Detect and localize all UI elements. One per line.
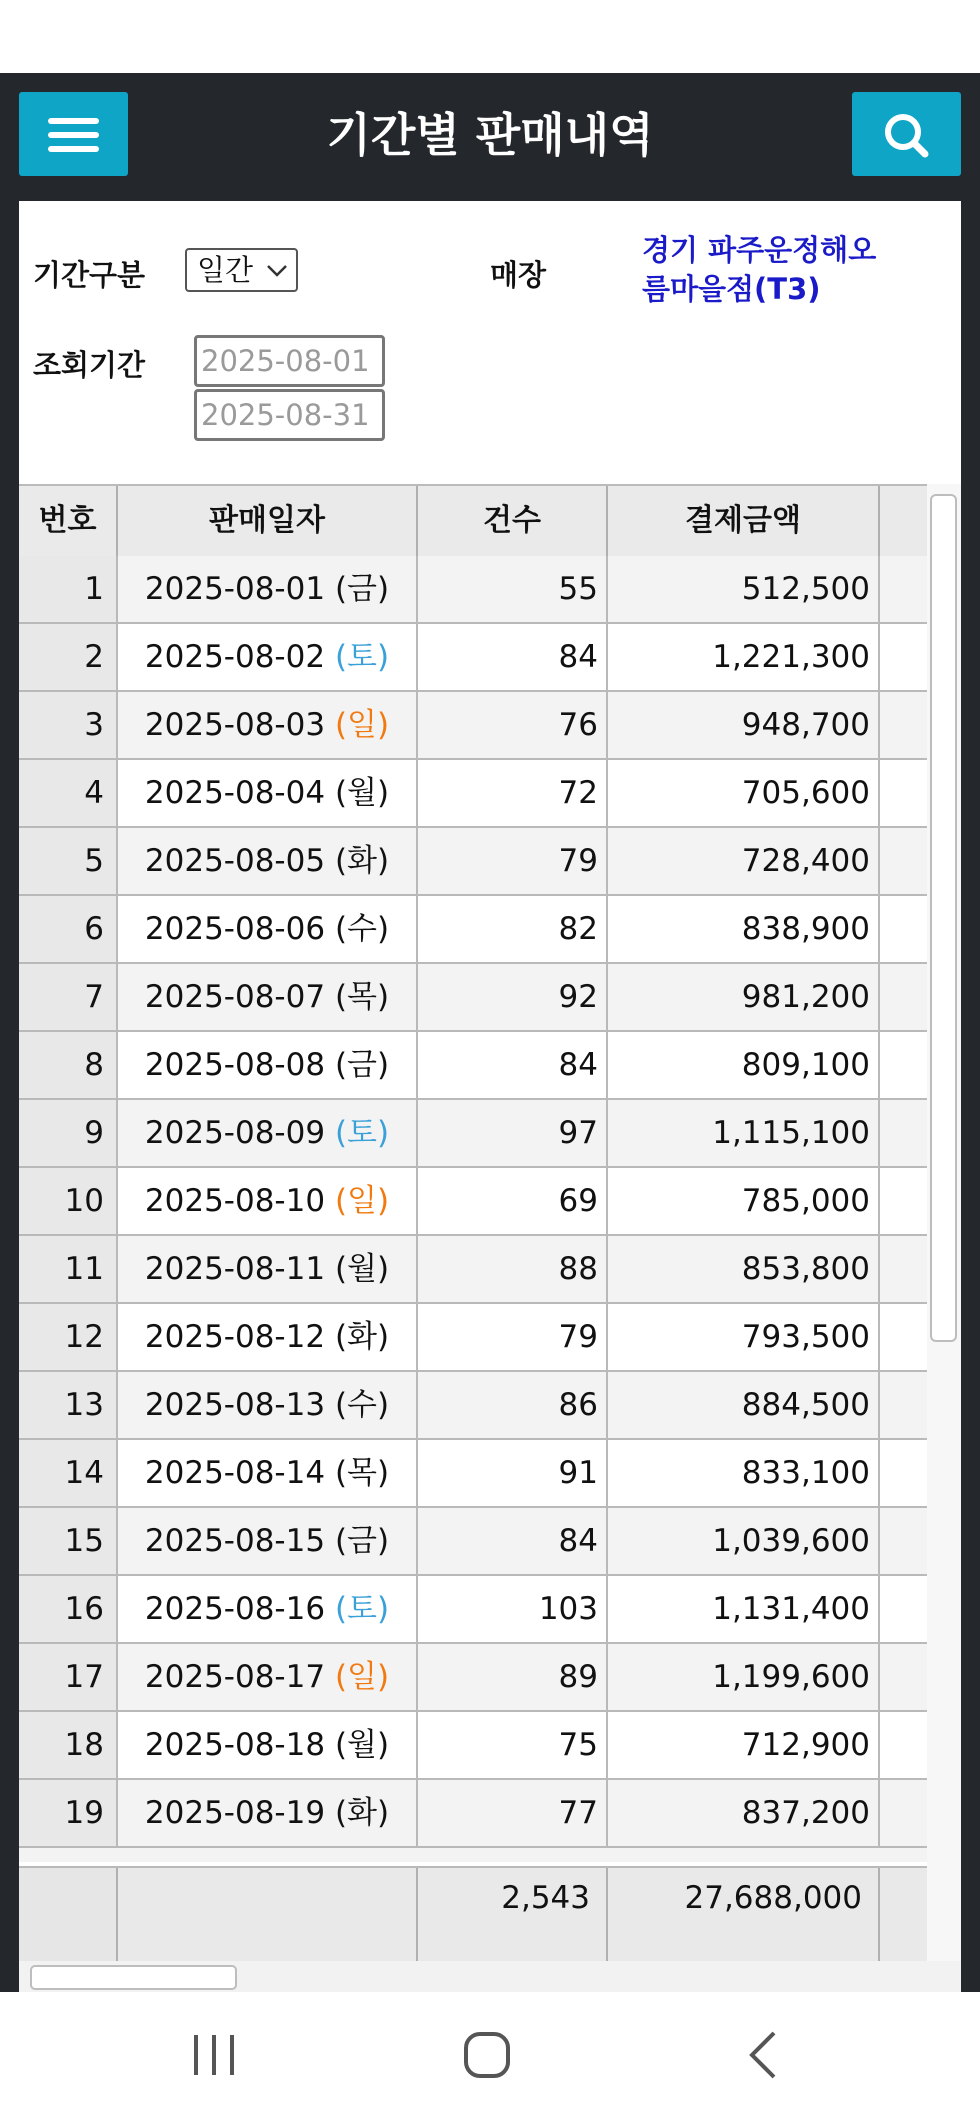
row-date-text: 2025-08-08 — [144, 1047, 326, 1083]
row-extra-cell — [880, 1440, 927, 1506]
row-number: 17 — [19, 1644, 118, 1710]
row-amount: 1,039,600 — [608, 1508, 880, 1574]
row-amount: 728,400 — [608, 828, 880, 894]
row-count: 77 — [418, 1780, 608, 1846]
row-count: 84 — [418, 1032, 608, 1098]
row-amount: 948,700 — [608, 692, 880, 758]
row-weekday: (월) — [334, 1251, 390, 1287]
row-sale-date — [118, 1100, 418, 1166]
table-row[interactable] — [19, 624, 927, 692]
back-icon[interactable] — [744, 2028, 784, 2082]
row-count: 89 — [418, 1644, 608, 1710]
table-footer-total — [19, 1866, 927, 1963]
table-row[interactable] — [19, 1168, 927, 1236]
table-row[interactable] — [19, 760, 927, 828]
row-count: 84 — [418, 1508, 608, 1574]
row-date-text: 2025-08-05 — [144, 843, 326, 879]
system-navigation-bar — [0, 1992, 980, 2123]
row-extra-cell — [880, 1304, 927, 1370]
hamburger-icon — [48, 118, 99, 124]
row-count: 91 — [418, 1440, 608, 1506]
row-number: 2 — [19, 624, 118, 690]
row-amount: 837,200 — [608, 1780, 880, 1846]
row-date-text: 2025-08-14 — [144, 1455, 326, 1491]
row-weekday: (목) — [334, 1455, 390, 1491]
row-number: 10 — [19, 1168, 118, 1234]
row-count: 86 — [418, 1372, 608, 1438]
search-icon — [852, 92, 961, 176]
row-extra-cell — [880, 1508, 927, 1574]
table-row[interactable] — [19, 828, 927, 896]
row-weekday: (금) — [334, 1047, 390, 1083]
column-header-amount[interactable]: 결제금액 — [608, 486, 880, 556]
start-date-input[interactable]: 2025-08-01 — [194, 335, 385, 387]
row-date-text: 2025-08-07 — [144, 979, 326, 1015]
table-row[interactable] — [19, 1372, 927, 1440]
row-number: 3 — [19, 692, 118, 758]
row-count: 97 — [418, 1100, 608, 1166]
row-weekday: (월) — [334, 775, 390, 811]
row-amount: 1,115,100 — [608, 1100, 880, 1166]
row-extra-cell — [880, 896, 927, 962]
row-amount: 884,500 — [608, 1372, 880, 1438]
row-date-text: 2025-08-13 — [144, 1387, 326, 1423]
sales-grid — [19, 481, 961, 1992]
row-weekday: (월) — [334, 1727, 390, 1763]
row-number: 1 — [19, 556, 118, 622]
row-date-text: 2025-08-10 — [144, 1183, 326, 1219]
row-date-text: 2025-08-01 — [144, 571, 326, 607]
row-number: 15 — [19, 1508, 118, 1574]
row-sale-date — [118, 692, 418, 758]
row-date-text: 2025-08-02 — [144, 639, 326, 675]
row-weekday: (목) — [334, 979, 390, 1015]
row-weekday: (화) — [334, 1795, 390, 1831]
row-count: 88 — [418, 1236, 608, 1302]
row-extra-cell — [880, 1236, 927, 1302]
row-amount: 1,221,300 — [608, 624, 880, 690]
row-number: 4 — [19, 760, 118, 826]
row-number: 7 — [19, 964, 118, 1030]
row-extra-cell — [880, 1372, 927, 1438]
row-amount: 793,500 — [608, 1304, 880, 1370]
row-date-text: 2025-08-17 — [144, 1659, 326, 1695]
table-row[interactable] — [19, 964, 927, 1032]
row-extra-cell — [880, 692, 927, 758]
horizontal-scroll-thumb[interactable] — [30, 1965, 237, 1990]
row-sale-date — [118, 1236, 418, 1302]
total-no-cell — [19, 1868, 118, 1963]
row-date-text: 2025-08-19 — [144, 1795, 326, 1831]
period-type-label: 기간구분 — [33, 258, 146, 292]
row-weekday: (일) — [334, 1659, 390, 1695]
row-count: 79 — [418, 1304, 608, 1370]
row-sale-date — [118, 964, 418, 1030]
row-number: 13 — [19, 1372, 118, 1438]
row-date-text: 2025-08-16 — [144, 1591, 326, 1627]
row-extra-cell — [880, 1780, 927, 1846]
row-number: 19 — [19, 1780, 118, 1846]
total-date-cell — [118, 1868, 418, 1963]
row-weekday: (화) — [334, 843, 390, 879]
row-count: 84 — [418, 624, 608, 690]
row-amount: 853,800 — [608, 1236, 880, 1302]
table-row[interactable] — [19, 1576, 927, 1644]
row-extra-cell — [880, 1576, 927, 1642]
row-amount: 705,600 — [608, 760, 880, 826]
row-extra-cell — [880, 828, 927, 894]
row-number: 14 — [19, 1440, 118, 1506]
table-row[interactable] — [19, 896, 927, 964]
row-amount: 512,500 — [608, 556, 880, 622]
row-count: 55 — [418, 556, 608, 622]
row-date-text: 2025-08-09 — [144, 1115, 326, 1151]
row-weekday: (수) — [334, 1387, 390, 1423]
row-extra-cell — [880, 556, 927, 622]
recent-apps-icon[interactable] — [190, 2030, 238, 2080]
store-label: 매장 — [490, 258, 547, 292]
row-number: 5 — [19, 828, 118, 894]
period-type-select[interactable] — [185, 248, 298, 292]
row-count: 82 — [418, 896, 608, 962]
table-row[interactable] — [19, 1100, 927, 1168]
row-number: 6 — [19, 896, 118, 962]
row-date-text: 2025-08-11 — [144, 1251, 326, 1287]
hamburger-icon — [48, 132, 99, 138]
row-date-text: 2025-08-15 — [144, 1523, 326, 1559]
row-weekday: (토) — [334, 1115, 390, 1151]
row-count: 103 — [418, 1576, 608, 1642]
row-amount: 809,100 — [608, 1032, 880, 1098]
page-title: 기간별 판매내역 — [326, 108, 654, 162]
end-date-input[interactable]: 2025-08-31 — [194, 389, 385, 441]
row-extra-cell — [880, 624, 927, 690]
range-label: 조회기간 — [33, 348, 146, 382]
row-weekday: (토) — [334, 639, 390, 675]
row-date-text: 2025-08-03 — [144, 707, 326, 743]
table-row[interactable] — [19, 692, 927, 760]
row-amount: 1,199,600 — [608, 1644, 880, 1710]
row-amount: 712,900 — [608, 1712, 880, 1778]
table-row-partial — [19, 1848, 927, 1862]
row-sale-date — [118, 1304, 418, 1370]
row-number: 8 — [19, 1032, 118, 1098]
row-weekday: (금) — [334, 571, 390, 607]
table-row[interactable] — [19, 556, 927, 624]
column-header-count[interactable]: 건수 — [418, 486, 608, 556]
row-amount: 981,200 — [608, 964, 880, 1030]
store-name-line-1: 경기 파주운정해오 — [642, 233, 877, 267]
row-number: 12 — [19, 1304, 118, 1370]
row-sale-date — [118, 1712, 418, 1778]
row-sale-date — [118, 1576, 418, 1642]
row-extra-cell — [880, 1644, 927, 1710]
total-count: 2,543 — [418, 1868, 608, 1963]
row-number: 18 — [19, 1712, 118, 1778]
row-count: 72 — [418, 760, 608, 826]
table-row[interactable] — [19, 1508, 927, 1576]
row-number: 16 — [19, 1576, 118, 1642]
row-amount: 1,131,400 — [608, 1576, 880, 1642]
row-sale-date — [118, 1508, 418, 1574]
row-weekday: (화) — [334, 1319, 390, 1355]
row-date-text: 2025-08-06 — [144, 911, 326, 947]
row-date-text: 2025-08-04 — [144, 775, 326, 811]
row-extra-cell — [880, 964, 927, 1030]
row-sale-date — [118, 1644, 418, 1710]
search-button[interactable] — [852, 92, 961, 176]
row-sale-date — [118, 1372, 418, 1438]
row-weekday: (일) — [334, 707, 390, 743]
row-sale-date — [118, 828, 418, 894]
row-count: 69 — [418, 1168, 608, 1234]
row-weekday: (수) — [334, 911, 390, 947]
row-sale-date — [118, 556, 418, 622]
chevron-down-icon — [266, 264, 288, 278]
row-amount: 838,900 — [608, 896, 880, 962]
app-header — [0, 73, 980, 201]
row-weekday: (일) — [334, 1183, 390, 1219]
row-amount: 833,100 — [608, 1440, 880, 1506]
store-name-line-2: 름마을점(T3) — [642, 272, 821, 306]
filter-panel — [19, 201, 961, 481]
vertical-scrollbar[interactable] — [927, 484, 961, 1964]
row-sale-date — [118, 896, 418, 962]
menu-button[interactable] — [19, 92, 128, 176]
row-extra-cell — [880, 1168, 927, 1234]
row-weekday: (금) — [334, 1523, 390, 1559]
row-weekday: (토) — [334, 1591, 390, 1627]
row-count: 92 — [418, 964, 608, 1030]
total-amount: 27,688,000 — [608, 1868, 880, 1963]
period-type-value: 일간 — [197, 253, 254, 287]
row-sale-date — [118, 1032, 418, 1098]
row-sale-date — [118, 624, 418, 690]
table-row[interactable] — [19, 1644, 927, 1712]
row-extra-cell — [880, 1712, 927, 1778]
row-extra-cell — [880, 1032, 927, 1098]
row-sale-date — [118, 760, 418, 826]
row-amount: 785,000 — [608, 1168, 880, 1234]
row-sale-date — [118, 1168, 418, 1234]
row-count: 76 — [418, 692, 608, 758]
horizontal-scrollbar[interactable] — [19, 1961, 961, 1992]
row-count: 79 — [418, 828, 608, 894]
table-header — [19, 484, 927, 558]
row-date-text: 2025-08-18 — [144, 1727, 326, 1763]
row-extra-cell — [880, 760, 927, 826]
column-header-no[interactable]: 번호 — [19, 486, 118, 556]
column-header-date[interactable]: 판매일자 — [118, 486, 418, 556]
row-number: 9 — [19, 1100, 118, 1166]
table-row[interactable] — [19, 1712, 927, 1780]
table-row[interactable] — [19, 1032, 927, 1100]
table-row[interactable] — [19, 1440, 927, 1508]
row-sale-date — [118, 1440, 418, 1506]
row-number: 11 — [19, 1236, 118, 1302]
home-icon[interactable] — [462, 2030, 512, 2080]
column-header-extra — [880, 486, 927, 556]
row-extra-cell — [880, 1100, 927, 1166]
table-row[interactable] — [19, 1236, 927, 1304]
vertical-scroll-thumb[interactable] — [930, 494, 957, 1342]
row-sale-date — [118, 1780, 418, 1846]
store-name[interactable] — [642, 231, 902, 309]
row-date-text: 2025-08-12 — [144, 1319, 326, 1355]
row-count: 75 — [418, 1712, 608, 1778]
hamburger-icon — [48, 146, 99, 152]
table-row[interactable] — [19, 1304, 927, 1372]
table-row[interactable] — [19, 1780, 927, 1848]
